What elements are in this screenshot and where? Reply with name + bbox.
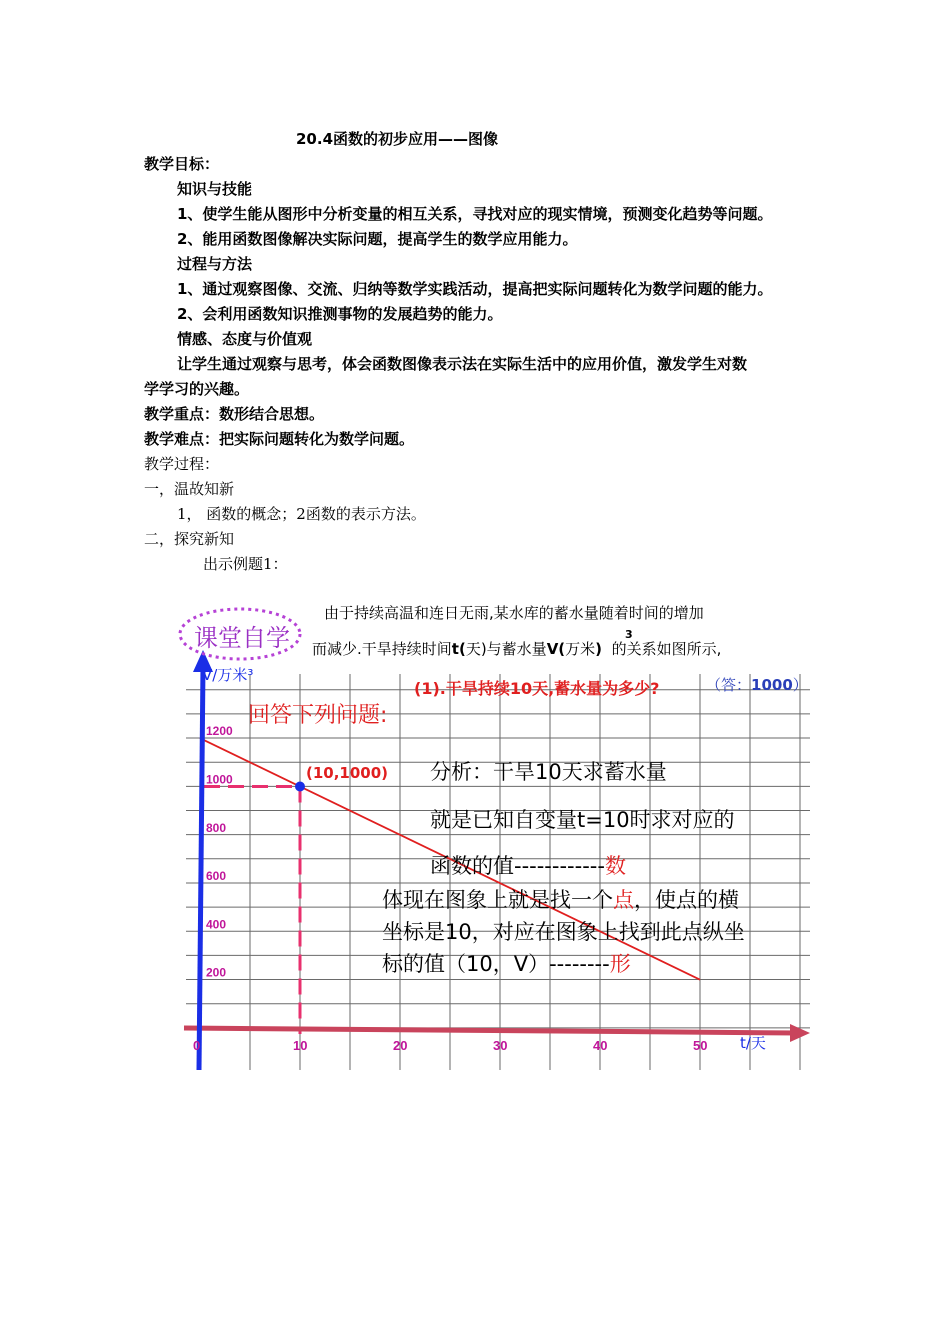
keyword-xing: 形: [609, 952, 631, 976]
problem-superscript: 3: [625, 628, 633, 641]
attitude-text-line1: 让学生通过观察与思考，体会函数图像表示法在实际生活中的应用价值，激发学生对数: [177, 355, 748, 373]
explain-line-3-prefix: 标的值（10，V）--------: [382, 952, 610, 976]
goal-item-1: 1、使学生能从图形中分析变量的相互关系，寻找对应的现实情境，预测变化趋势等问题。: [177, 205, 773, 223]
difficult-point: 教学难点：把实际问题转化为数学问题。: [144, 430, 415, 448]
x-tick-label: 30: [493, 1038, 508, 1053]
problem-line-2-part-c: 的关系如图所示,: [611, 640, 722, 658]
heading-process: 教学过程：: [144, 455, 220, 473]
question-text: (1).干旱持续10天,蓄水量为多少?: [414, 679, 660, 698]
example-intro: 出示例题1：: [203, 555, 288, 573]
heading-teaching-goals: 教学目标：: [144, 155, 220, 173]
y-axis: [199, 666, 203, 1070]
problem-close-paren: ): [595, 640, 603, 658]
problem-line-2-part-b: 与蓄水量: [486, 640, 547, 658]
y-axis-label: V/万米³: [202, 666, 254, 684]
x-tick-label: 40: [593, 1038, 608, 1053]
keyword-dian: 点: [613, 888, 634, 912]
goal-item-2: 2、能用函数图像解决实际问题，提高学生的数学应用能力。: [177, 230, 578, 248]
y-tick-label: 400: [206, 917, 227, 932]
section-one-item: 1， 函数的概念；2函数的表示方法。: [177, 505, 426, 523]
x-axis: [184, 1028, 798, 1033]
problem-v-unit: 万米: [565, 640, 596, 658]
problem-line-2: [312, 638, 721, 659]
keyword-shu: 数: [604, 854, 626, 878]
analysis-line-3-prefix: 函数的值------------: [430, 854, 605, 878]
y-tick-label: 600: [206, 869, 227, 884]
process-item-1: 1、通过观察图像、交流、归纳等数学实践活动，提高把实际问题转化为数学问题的能力。: [177, 280, 773, 298]
analysis-line-1: 分析：干旱10天求蓄水量: [430, 760, 667, 784]
key-point: 教学重点：数形结合思想。: [144, 405, 325, 423]
answer-value: 1000: [751, 676, 793, 694]
example-figure: [178, 596, 818, 1076]
answer-prefix: （答：: [706, 676, 752, 694]
answer: [706, 674, 808, 695]
function-graph: [178, 596, 818, 1076]
point-label: (10,1000): [306, 764, 389, 782]
attitude-text-line2: 学学习的兴趣。: [144, 380, 250, 398]
highlight-point: [295, 782, 305, 792]
explain-line-1: [382, 884, 739, 914]
x-tick-label: 50: [693, 1038, 708, 1053]
problem-t-symbol: t(: [451, 640, 466, 658]
analysis-line-2: 就是已知自变量t=10时求对应的: [430, 808, 735, 832]
explain-line-1-suffix: ，使点的横: [634, 888, 739, 912]
problem-line-1: 由于持续高温和连日无雨,某水库的蓄水量随着时间的增加: [324, 604, 704, 622]
x-tick-label: 0: [193, 1038, 201, 1053]
section-two: 二，探究新知: [144, 530, 235, 548]
explain-line-3: [382, 948, 631, 978]
y-tick-label: 1000: [206, 772, 233, 787]
document-title: 20.4函数的初步应用——图像: [296, 130, 499, 148]
x-tick-label: 20: [393, 1038, 408, 1053]
explain-line-1-prefix: 体现在图象上就是找一个: [382, 888, 613, 912]
x-tick-label: 10: [293, 1038, 308, 1053]
analysis-line-3: [430, 850, 626, 880]
problem-t-unit: 天): [465, 640, 487, 658]
answer-suffix: ）: [792, 676, 808, 694]
y-tick-label: 800: [206, 820, 227, 835]
badge-label: 课堂自学: [194, 624, 290, 652]
y-tick-label: 1200: [206, 724, 233, 739]
subheading-knowledge: 知识与技能: [177, 180, 253, 198]
y-tick-label: 200: [206, 965, 227, 980]
subheading-process: 过程与方法: [177, 255, 253, 273]
problem-v-symbol: V(: [546, 640, 566, 658]
answer-heading: 回答下列问题:: [248, 703, 388, 728]
subheading-attitude: 情感、态度与价值观: [177, 330, 313, 348]
process-item-2: 2、会利用函数知识推测事物的发展趋势的能力。: [177, 305, 503, 323]
problem-line-2-part-a: 而减少.干旱持续时间: [312, 640, 452, 658]
explain-line-2: 坐标是10，对应在图象上找到此点纵坐: [382, 920, 745, 944]
x-axis-label: t/天: [740, 1034, 766, 1052]
section-one: 一，温故知新: [144, 480, 235, 498]
